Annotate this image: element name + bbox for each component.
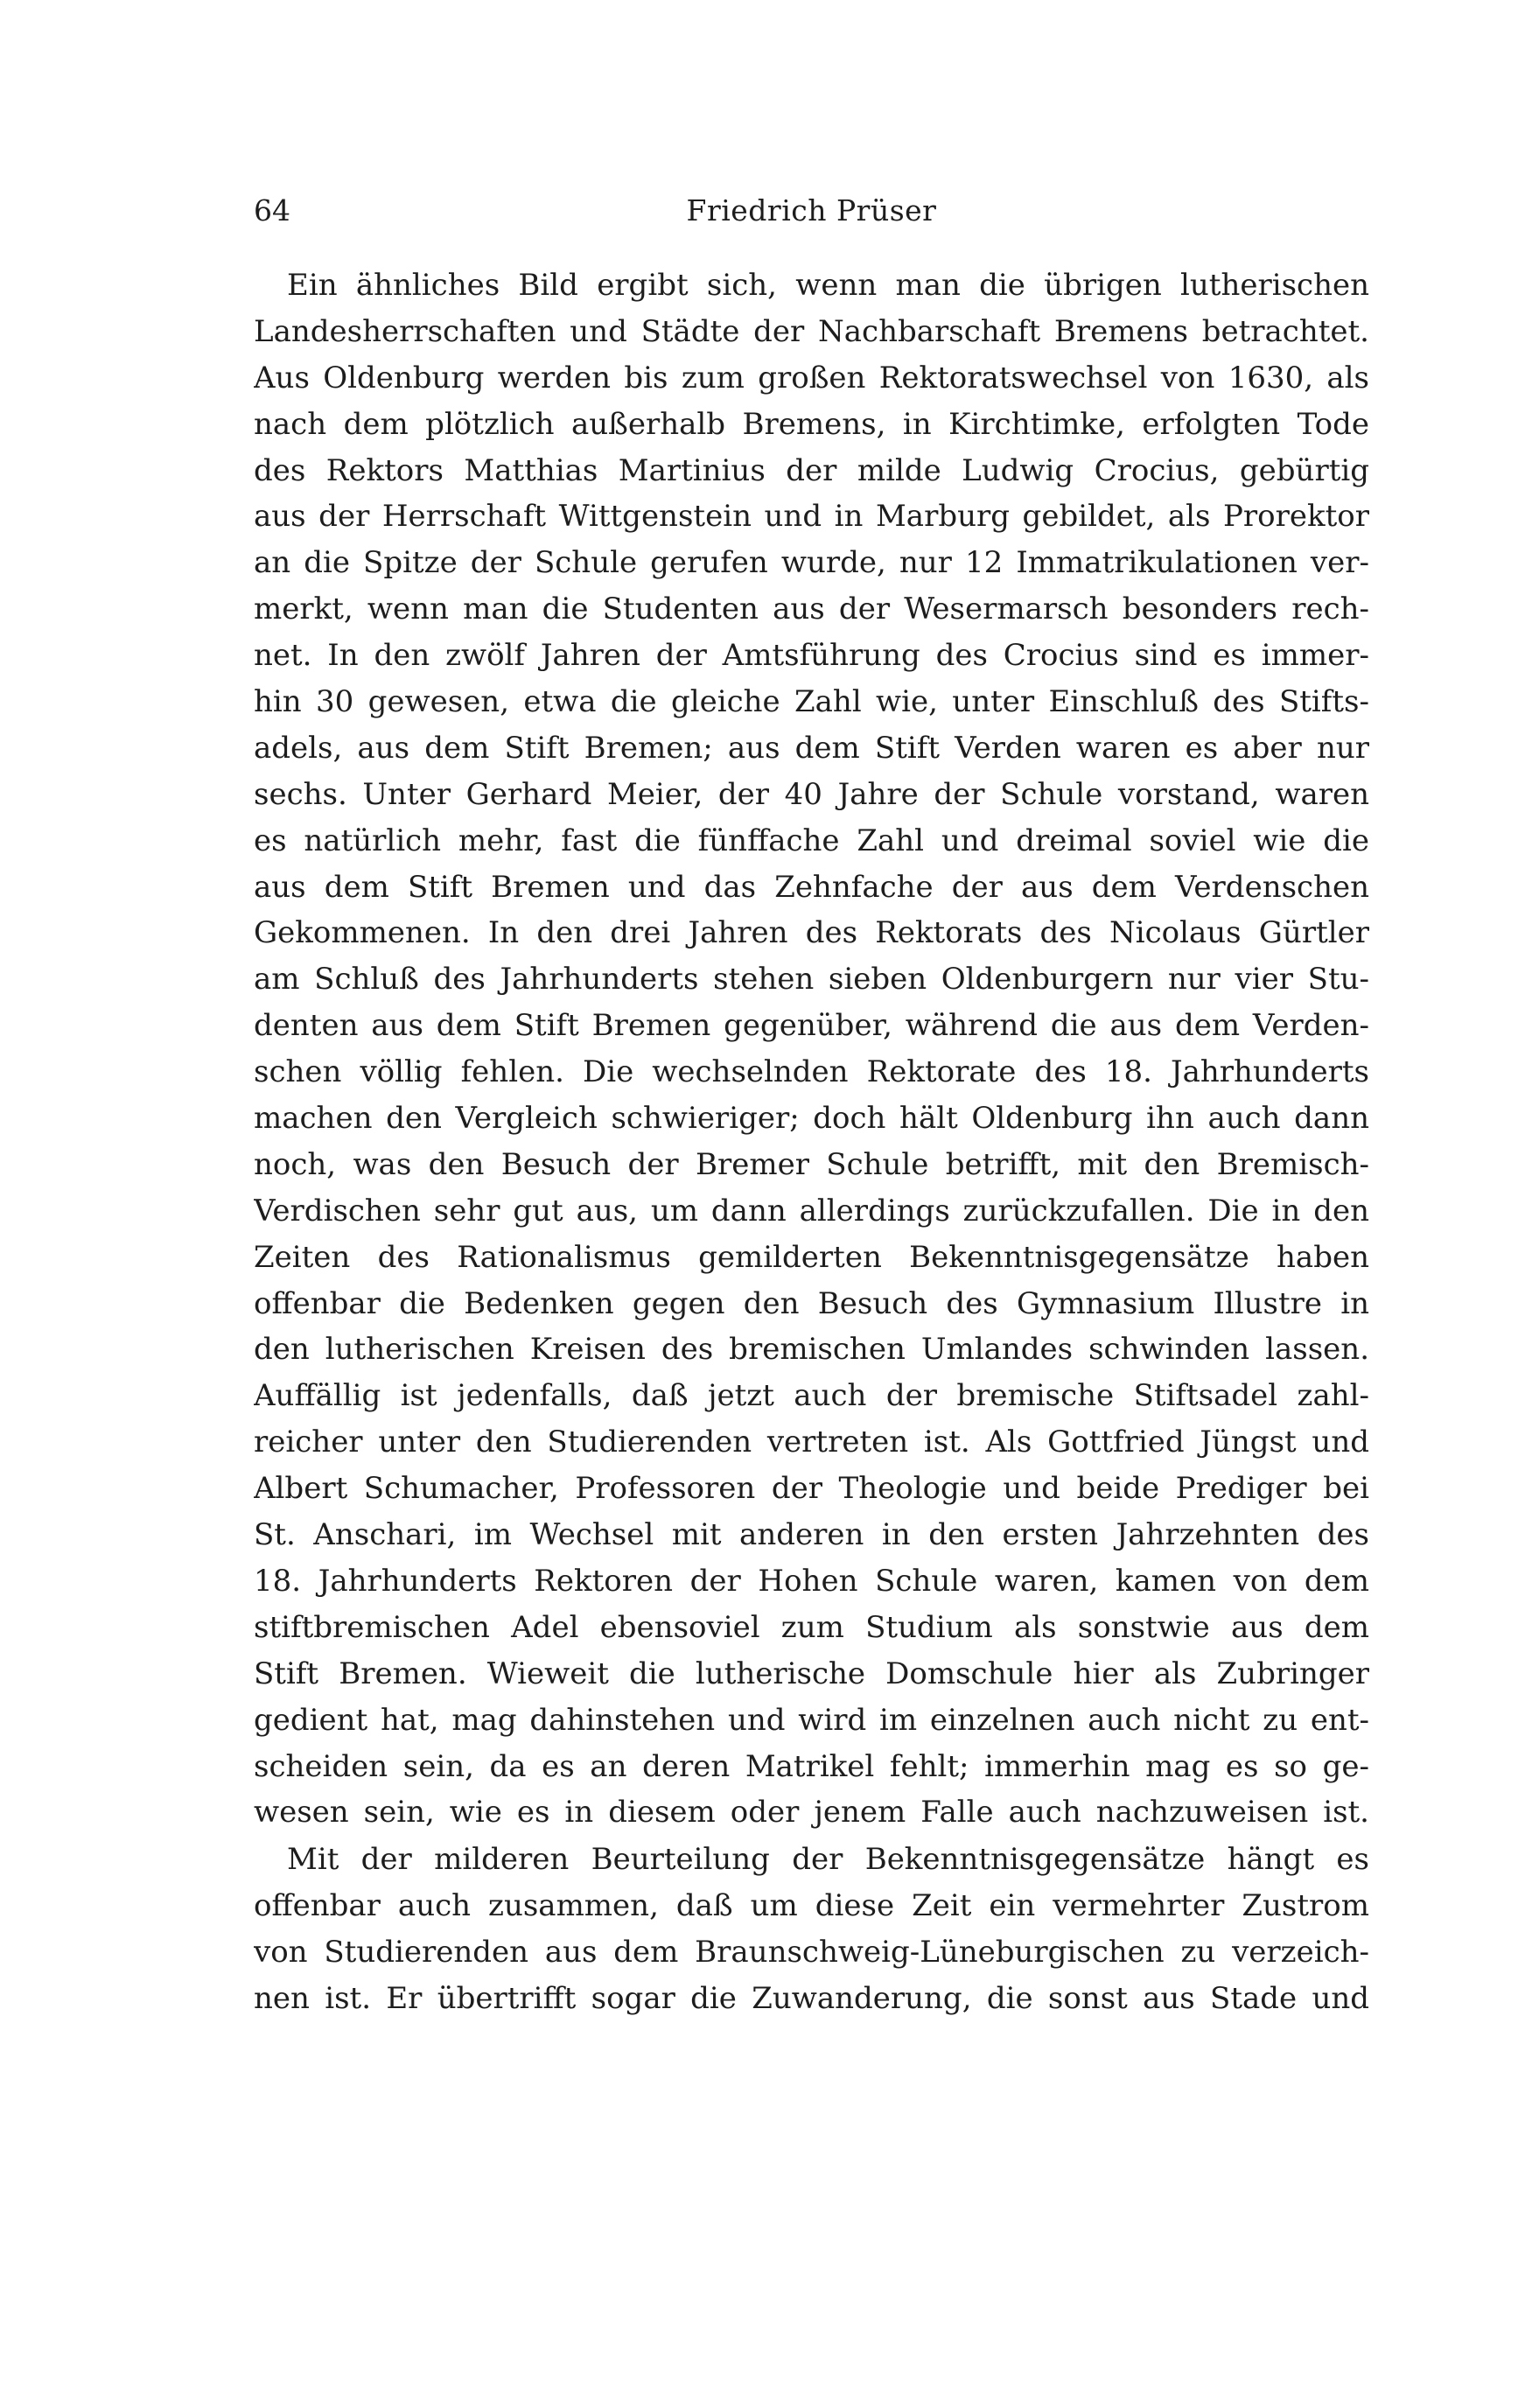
- page-header: [254, 189, 1369, 233]
- text-line: Stift Bremen. Wieweit die lutherische Domschule hier als Zubringer: [254, 1656, 1369, 1691]
- text-line: aus dem Stift Bremen und das Zehnfache der aus dem Verdenschen: [254, 869, 1369, 905]
- text-line: nen ist. Er übertrifft sogar die Zuwanderung, die sonst aus Stade und: [254, 1980, 1369, 2016]
- text-line: des Rektors Matthias Martinius der milde Ludwig Crocius, gebürtig: [254, 452, 1369, 488]
- text-line: Ein ähnliches Bild ergibt sich, wenn man die übrigen lutherischen: [287, 268, 1369, 303]
- text-line: Verdischen sehr gut aus, um dann allerdings zurückzufallen. Die in den: [254, 1193, 1369, 1228]
- body-text: [254, 262, 1369, 2022]
- text-line: sechs. Unter Gerhard Meier, der 40 Jahre der Schule vorstand, waren: [254, 776, 1369, 812]
- text-line: adels, aus dem Stift Bremen; aus dem Stift Verden waren es aber nur: [254, 730, 1369, 766]
- text-line: am Schluß des Jahrhunderts stehen sieben Oldenburgern nur vier Stu-: [254, 962, 1369, 998]
- text-line: St. Anschari, im Wechsel mit anderen in den ersten Jahrzehnten des: [254, 1517, 1369, 1553]
- text-line: scheiden sein, da es an deren Matrikel fehlt; immerhin mag es so ge-: [254, 1748, 1369, 1784]
- text-line: Albert Schumacher, Professoren der Theologie und beide Prediger bei: [254, 1471, 1369, 1507]
- text-line: Zeiten des Rationalismus gemilderten Bekenntnisgegensätze haben: [254, 1239, 1369, 1275]
- text-line: von Studierenden aus dem Braunschweig-Lüneburgischen zu verzeich-: [254, 1935, 1369, 1970]
- text-line: an die Spitze der Schule gerufen wurde, nur 12 Immatrikulationen ver-: [254, 545, 1369, 581]
- text-line: Auffällig ist jedenfalls, daß jetzt auch der bremische Stiftsadel zahl-: [254, 1378, 1369, 1414]
- text-line: offenbar die Bedenken gegen den Besuch des Gymnasium Illustre in: [254, 1285, 1369, 1321]
- text-line: wesen sein, wie es in diesem oder jenem Falle auch nachzuweisen ist.: [254, 1795, 1369, 1830]
- running-head: Friedrich Prüser: [686, 193, 937, 228]
- text-line: aus der Herrschaft Wittgenstein und in Marburg gebildet, als Prorektor: [254, 499, 1369, 535]
- text-line: net. In den zwölf Jahren der Amtsführung des Crocius sind es immer-: [254, 638, 1369, 674]
- text-line: gedient hat, mag dahinstehen und wird im einzelnen auch nicht zu ent-: [254, 1702, 1369, 1738]
- text-line: merkt, wenn man die Studenten aus der Wesermarsch besonders rech-: [254, 592, 1369, 627]
- paragraph-2: [254, 1837, 1369, 2022]
- text-line: nach dem plötzlich außerhalb Bremens, in Kirchtimke, erfolgten Tode: [254, 406, 1369, 442]
- text-line: Mit der milderen Beurteilung der Bekenntnisgegensätze hängt es: [287, 1842, 1369, 1878]
- paragraph-1: [254, 262, 1369, 1836]
- text-line: noch, was den Besuch der Bremer Schule betrifft, mit den Bremisch-: [254, 1146, 1369, 1182]
- text-line: schen völlig fehlen. Die wechselnden Rektorate des 18. Jahrhunderts: [254, 1054, 1369, 1090]
- text-line: offenbar auch zusammen, daß um diese Zeit ein vermehrter Zustrom: [254, 1888, 1369, 1924]
- text-line: 18. Jahrhunderts Rektoren der Hohen Schule waren, kamen von dem: [254, 1563, 1369, 1599]
- text-line: es natürlich mehr, fast die fünffache Zahl und dreimal soviel wie die: [254, 822, 1369, 858]
- text-line: den lutherischen Kreisen des bremischen Umlandes schwinden lassen.: [254, 1332, 1369, 1368]
- text-line: machen den Vergleich schwieriger; doch hält Oldenburg ihn auch dann: [254, 1101, 1369, 1137]
- text-line: Landesherrschaften und Städte der Nachbarschaft Bremens betrachtet.: [254, 313, 1369, 349]
- text-line: hin 30 gewesen, etwa die gleiche Zahl wie, unter Einschluß des Stifts-: [254, 684, 1369, 720]
- text-line: denten aus dem Stift Bremen gegenüber, während die aus dem Verden-: [254, 1008, 1369, 1044]
- text-line: Gekommenen. In den drei Jahren des Rektorats des Nicolaus Gürtler: [254, 915, 1369, 951]
- text-line: stiftbremischen Adel ebensoviel zum Studium als sonstwie aus dem: [254, 1609, 1369, 1645]
- text-line: reicher unter den Studierenden vertreten ist. Als Gottfried Jüngst und: [254, 1424, 1369, 1460]
- text-line: Aus Oldenburg werden bis zum großen Rektoratswechsel von 1630, als: [254, 360, 1369, 396]
- page-number: 64: [254, 193, 290, 228]
